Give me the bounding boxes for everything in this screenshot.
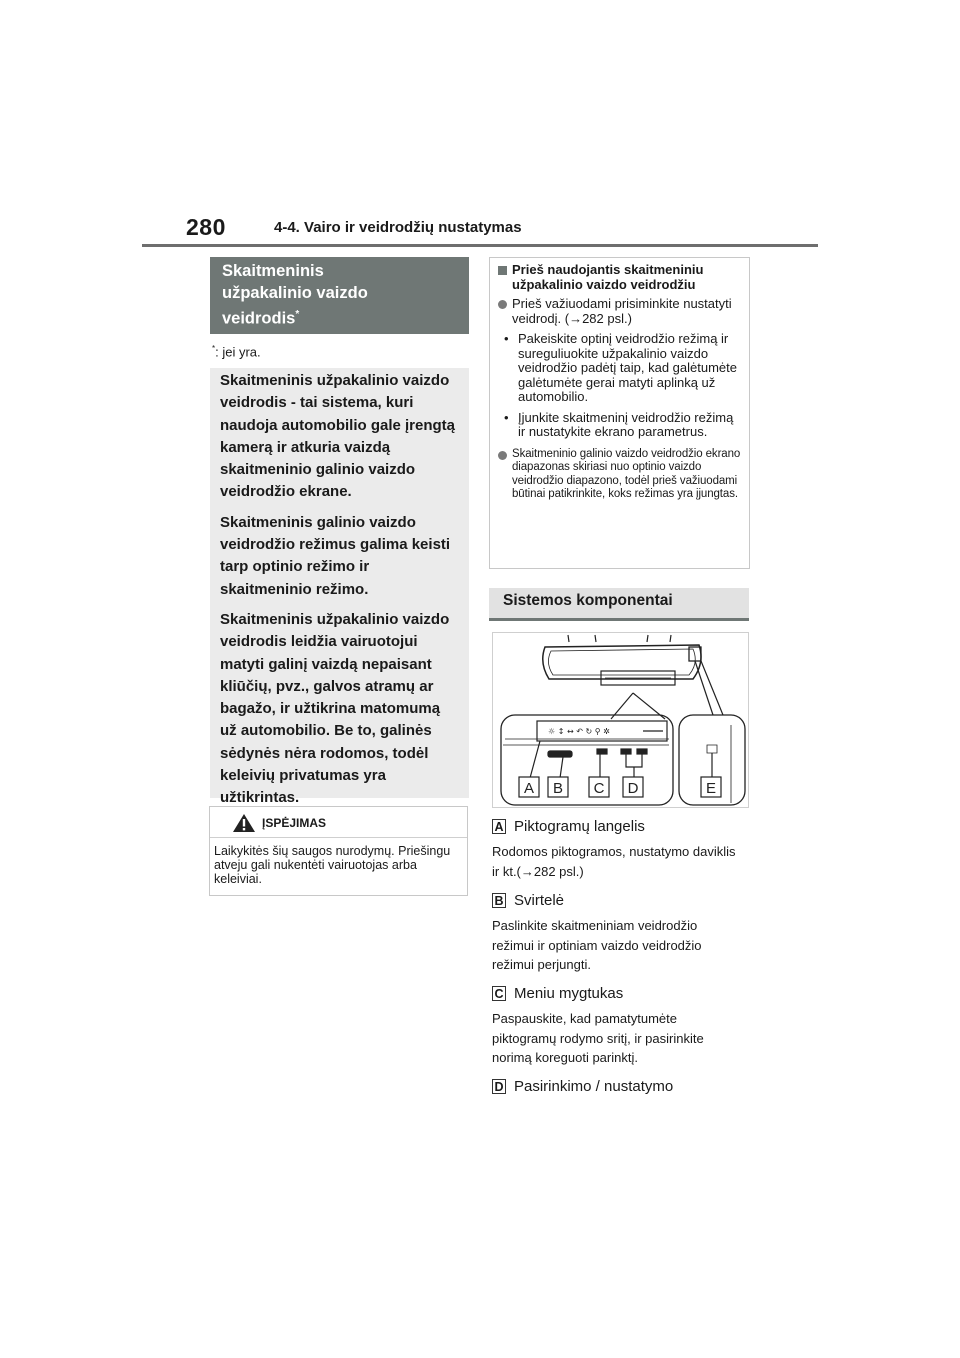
heading-line-2: užpakalinio vaizdo	[222, 284, 368, 302]
circle-bullet-icon	[498, 300, 507, 309]
component-c-desc: Paspauskite, kad pamatytumėte piktogramų rodymo sritį, ir pasirinkite norimą koreguoti parinktį.	[492, 1011, 704, 1065]
component-c-name: Meniu mygtukas	[514, 985, 624, 1002]
square-bullet-icon	[498, 266, 507, 275]
section-heading	[210, 257, 469, 334]
prep-item-1	[498, 297, 741, 326]
prep-subitem-2	[504, 411, 741, 440]
component-c-badge: C	[492, 986, 506, 1001]
header-rule	[142, 244, 818, 247]
warning-header	[210, 807, 467, 838]
label-e: E	[705, 780, 717, 797]
component-a-desc: Rodomos piktogramos, nustatymo daviklis ir kt.(→282 psl.)	[492, 844, 736, 879]
label-b: B	[552, 780, 564, 797]
component-b-desc: Paslinkite skaitmeniniam veidrodžio režimui ir optiniam vaizdo veidrodžio režimui perjungti.	[492, 918, 702, 972]
component-c	[492, 985, 742, 1068]
mirror-diagram-icon	[493, 633, 748, 807]
component-b-name: Svirtelė	[514, 892, 565, 909]
section-title: 4-4. Vairo ir veidrodžių nustatymas	[274, 219, 522, 236]
dot-bullet-icon: •	[504, 409, 509, 425]
heading-asterisk: *	[295, 309, 300, 320]
dot-bullet-icon: •	[504, 331, 509, 346]
mirror-illustration	[492, 632, 749, 808]
prep-item-2	[498, 448, 741, 502]
component-d	[492, 1078, 673, 1095]
prep-subitem-1	[504, 332, 741, 405]
page-number: 280	[186, 214, 226, 240]
intro-paragraph-2: Skaitmeninis galinio vaizdo veidrodžio režimus galima keisti tarp optinio režimo ir skaitmeninio režimo.	[220, 513, 451, 598]
components-heading: Sistemos komponentai	[489, 588, 749, 618]
components-heading-rule	[489, 618, 749, 621]
heading-line-3: veidrodis	[222, 309, 296, 328]
warning-text: Laikykitės šių saugos nurodymų. Priešingu atveju gali nukentėti vairuotojas arba keleiviai.	[214, 844, 451, 886]
component-a	[492, 818, 742, 881]
component-a-name: Piktogramų langelis	[514, 818, 645, 835]
intro-box	[210, 368, 469, 807]
warning-triangle-icon	[232, 813, 256, 833]
component-b-badge: B	[492, 893, 506, 908]
label-d: D	[627, 780, 639, 797]
warning-box	[209, 806, 468, 896]
preparation-box	[489, 257, 750, 569]
component-a-badge: A	[492, 819, 506, 834]
prep-item-2-text: Skaitmeninio galinio vaizdo veidrodžio ekrano diapazonas skiriasi nuo optinio vaizdo veidrodžio diapazono, todėl prieš važiuodami būtinai patikrinkite, koks režimas yra įjungtas.	[512, 447, 741, 500]
intro-paragraph-1: Skaitmeninis užpakalinio vaizdo veidrodis - tai sistema, kuri naudoja automobilio gale įrengtą kamerą ir atkuria vaizdą skaitmeninio galinio vaizdo veidrodžio ekrane.	[220, 372, 456, 501]
footnote-text: : jei yra.	[215, 344, 261, 360]
prep-subitem-2-text: Įjunkite skaitmeninį veidrodžio režimą ir nustatykite ekrano parametrus.	[518, 409, 734, 439]
prep-item-1-text: Prieš važiuodami prisiminkite nustatyti veidrodį. (→282 psl.)	[512, 296, 732, 326]
label-a: A	[523, 780, 535, 797]
component-d-badge: D	[492, 1079, 506, 1094]
heading-line-1: Skaitmeninis	[222, 262, 324, 280]
warning-label: ĮSPĖJIMAS	[262, 816, 327, 830]
prep-heading-text: Prieš naudojantis skaitmeniniu užpakalinio vaizdo veidrodžiu	[512, 262, 704, 292]
footnote-asterisk: *	[212, 344, 216, 353]
label-c: C	[593, 780, 605, 797]
svg-text:☼ ↕ ↔ ↶ ↻ ⚲ ✲: ☼ ↕ ↔ ↶ ↻ ⚲ ✲	[548, 727, 610, 736]
intro-paragraph-3: Skaitmeninis užpakalinio vaizdo veidrodis leidžia vairuotojui matyti galinį vaizdą nepaisant kliūčių, pvz., galvos atramų ar bagažo, ir užtikrina matomumą už automobilio. Be to, galinės sėdynės nėra rodomos, todėl keleivių privatumas yra užtikrintas.	[220, 610, 450, 807]
component-d-name: Pasirinkimo / nustatymo	[514, 1078, 674, 1095]
circle-bullet-icon	[498, 451, 507, 460]
footnote	[212, 344, 261, 359]
prep-subitem-1-text: Pakeiskite optinį veidrodžio režimą ir sureguliuokite užpakalinio vaizdo veidrodžio padėtį taip, kad galėtumėte galėtumėte gerai matyti aplinką už automobilio.	[518, 331, 737, 404]
component-b	[492, 892, 742, 975]
prep-heading	[498, 263, 741, 292]
